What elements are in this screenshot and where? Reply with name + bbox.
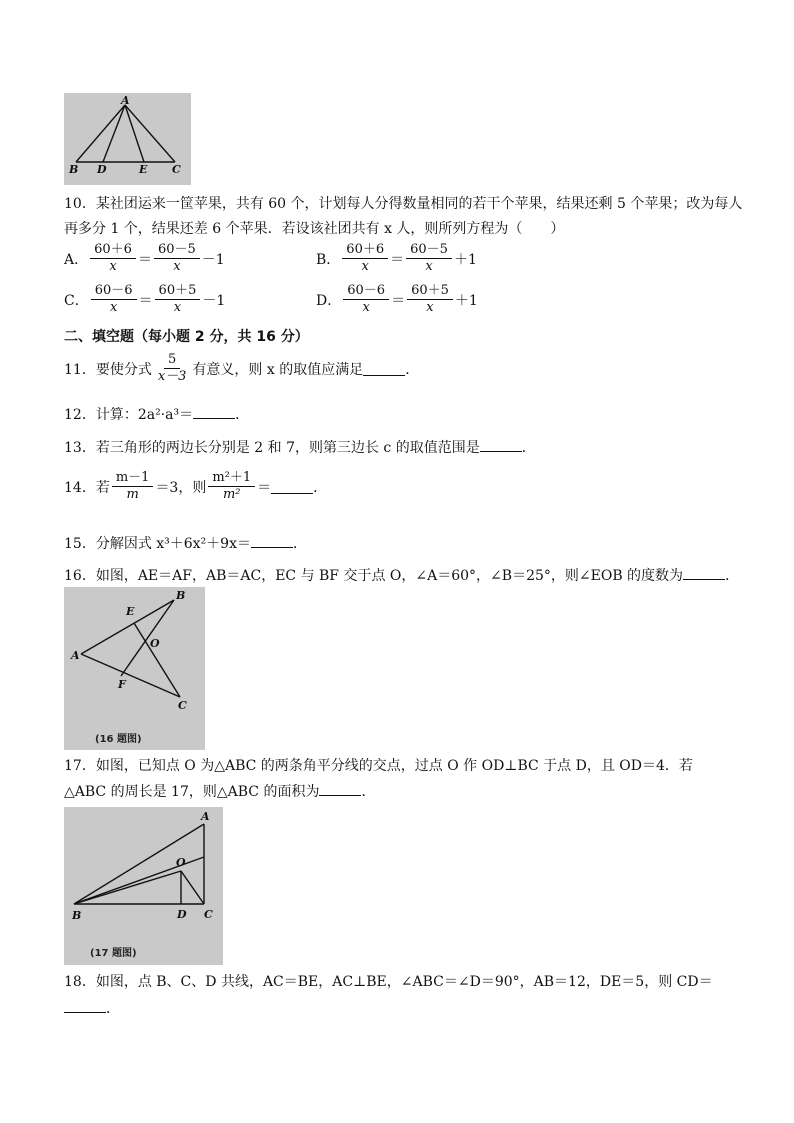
option-letter: A． xyxy=(64,251,89,268)
option-letter: D． xyxy=(316,292,342,309)
q17-end: ． xyxy=(361,784,376,800)
figure-q16-svg xyxy=(64,587,205,750)
q10-option-b[interactable] xyxy=(316,242,477,275)
label-d: D xyxy=(177,908,187,921)
fraction xyxy=(406,242,452,275)
q18-end: ． xyxy=(106,1001,120,1017)
denominator: x xyxy=(109,259,117,274)
option-tail: ＋1 xyxy=(453,251,477,268)
label-d: D xyxy=(97,163,107,176)
figure-caption: (17 题图) xyxy=(90,948,137,959)
answer-blank[interactable] xyxy=(271,479,313,494)
denominator: x xyxy=(361,259,369,274)
option-tail: －1 xyxy=(202,292,226,309)
option-letter: C． xyxy=(64,292,89,309)
q11-end: ． xyxy=(405,361,420,378)
label-a: A xyxy=(121,94,130,107)
q13-end: ． xyxy=(521,440,536,456)
numerator: 60＋6 xyxy=(342,242,388,259)
q10-text-line2: 再多分 1 个，结果还差 6 个苹果．若设该社团共有 x 人，则所列方程为（ ） xyxy=(64,221,565,237)
answer-blank[interactable] xyxy=(480,437,522,452)
q15 xyxy=(64,533,307,554)
answer-blank[interactable] xyxy=(319,781,361,796)
answer-blank[interactable] xyxy=(64,998,106,1013)
q11 xyxy=(64,352,419,385)
label-c: C xyxy=(204,908,213,921)
section-heading: 二、填空题（每小题 2 分，共 16 分） xyxy=(64,329,309,345)
fraction xyxy=(407,283,453,316)
figure-q17-svg xyxy=(64,807,223,965)
q12 xyxy=(64,404,249,425)
q11-text: 有意义，则 x 的取值应满足 xyxy=(192,361,364,378)
figure-q9 xyxy=(64,93,191,185)
denominator: m xyxy=(126,487,139,502)
label-o: O xyxy=(176,856,186,869)
option-tail: －1 xyxy=(201,251,225,268)
numerator: m－1 xyxy=(112,470,154,487)
figure-q9-svg xyxy=(64,93,191,185)
answer-blank[interactable] xyxy=(193,404,235,419)
label-a: A xyxy=(201,810,210,823)
q15-end: ． xyxy=(293,536,307,552)
q16-end: ． xyxy=(725,568,740,584)
q18-text: 18．如图，点 B、C、D 共线，AC＝BE，AC⊥BE，∠ABC＝∠D＝90°，AB＝12，DE＝5，则 CD＝ xyxy=(64,974,713,990)
figure-q17 xyxy=(64,807,223,965)
answer-blank[interactable] xyxy=(363,361,405,376)
numerator: 60＋5 xyxy=(407,283,453,300)
numerator: 5 xyxy=(164,352,180,369)
option-letter: B． xyxy=(316,251,341,268)
q12-text: 12．计算：2a²·a³＝ xyxy=(64,407,194,423)
denominator: x xyxy=(109,300,118,315)
fraction xyxy=(155,283,201,316)
answer-blank[interactable] xyxy=(251,533,293,548)
q16-text: 16．如图，AE＝AF，AB＝AC，EC 与 BF 交于点 O，∠A＝60°，∠B＝25°，则∠EOB 的度数为 xyxy=(64,568,684,584)
numerator: 60－5 xyxy=(154,242,200,259)
q10-option-c[interactable] xyxy=(64,283,225,316)
fraction xyxy=(112,470,154,503)
label-f: F xyxy=(118,678,126,691)
numerator: 60－6 xyxy=(343,283,389,300)
q13-text: 13．若三角形的两边长分别是 2 和 7，则第三边长 c 的取值范围是 xyxy=(64,440,480,456)
fraction xyxy=(154,352,191,385)
q10-option-a[interactable] xyxy=(64,242,225,275)
equals-sign: ＝ xyxy=(391,292,406,309)
equals-sign: ＝ xyxy=(137,251,152,268)
answer-blank[interactable] xyxy=(683,565,725,580)
fraction xyxy=(208,470,255,503)
label-b: B xyxy=(72,909,82,922)
numerator: m²＋1 xyxy=(208,470,255,487)
q11-prefix: 11．要使分式 xyxy=(64,361,152,378)
q12-end: ． xyxy=(235,407,250,423)
q17-text: △ABC 的周长是 17，则△ABC 的面积为 xyxy=(64,784,320,800)
fraction xyxy=(154,242,200,275)
q14-prefix: 14．若 xyxy=(64,479,110,496)
denominator: m² xyxy=(222,487,241,502)
q14-mid: ＝3，则 xyxy=(155,479,207,496)
fraction xyxy=(90,242,136,275)
q16 xyxy=(64,565,739,586)
fraction xyxy=(342,242,388,275)
label-e: E xyxy=(139,163,148,176)
denominator: x xyxy=(173,259,181,274)
figure-caption: (16 题图) xyxy=(95,734,142,745)
q10-text-line1: 10．某社团运来一筐苹果，共有 60 个，计划每人分得数量相同的若干个苹果，结果还剩 5 个苹果；改为每人 xyxy=(64,196,743,212)
equals-sign: ＝ xyxy=(138,292,153,309)
equals-sign: ＝ xyxy=(390,251,405,268)
equals-sign: ＝ xyxy=(257,479,272,496)
q14 xyxy=(64,470,327,503)
label-e: E xyxy=(126,605,135,618)
figure-q16 xyxy=(64,587,205,750)
fraction xyxy=(343,283,389,316)
denominator: x xyxy=(425,259,433,274)
label-b: B xyxy=(69,163,79,176)
q14-end: ． xyxy=(313,479,328,496)
denominator: x xyxy=(362,300,370,315)
numerator: 60＋5 xyxy=(155,283,201,300)
numerator: 60－5 xyxy=(406,242,452,259)
label-b: B xyxy=(176,589,186,602)
label-c: C xyxy=(172,163,181,176)
q10-option-d[interactable] xyxy=(316,283,478,316)
fraction xyxy=(91,283,137,316)
denominator: x xyxy=(173,300,182,315)
q17 xyxy=(64,781,375,802)
q18-answer-line xyxy=(64,998,120,1019)
numerator: 60＋6 xyxy=(90,242,136,259)
q15-text: 15．分解因式 x³＋6x²＋9x＝ xyxy=(64,536,251,552)
q17-text-line1: 17．如图，已知点 O 为△ABC 的两条角平分线的交点，过点 O 作 OD⊥BC 于点 D，且 OD＝4．若 xyxy=(64,758,693,774)
label-a: A xyxy=(71,649,80,662)
numerator: 60－6 xyxy=(91,283,137,300)
denominator: x xyxy=(426,300,434,315)
label-o: O xyxy=(150,637,160,650)
denominator: x－3 xyxy=(157,369,187,384)
q13 xyxy=(64,437,536,458)
option-tail: ＋1 xyxy=(454,292,478,309)
label-c: C xyxy=(178,699,187,712)
